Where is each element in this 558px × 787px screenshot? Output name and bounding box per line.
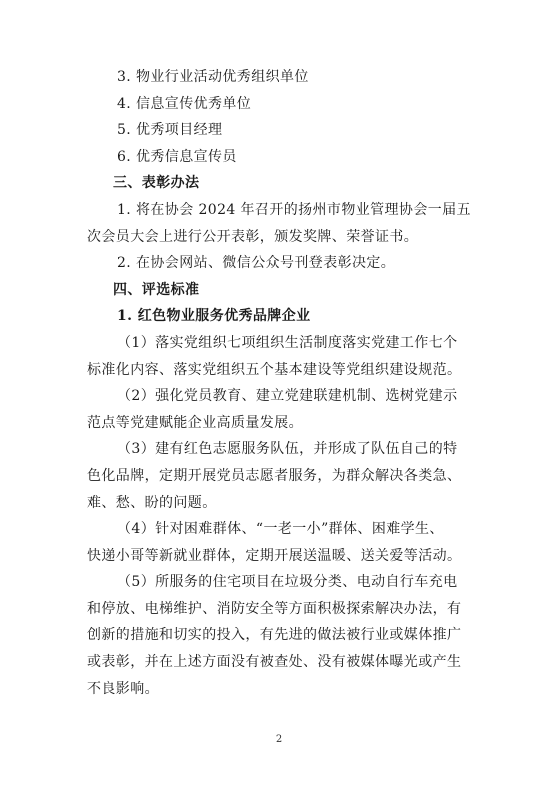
criteria-1-3-line-3: 难、愁、盼的问题。 [87,494,217,511]
criteria-1-1-line-2: 标准化内容、落实党组织五个基本建设等党组织建设规范。 [87,361,462,378]
criteria-1-4-line-1: （4）针对困难群体、“一老一小”群体、困难学生、 [117,521,444,538]
criteria-1-5-line-1: （5）所服务的住宅项目在垃圾分类、电动自行车充电 [117,574,458,591]
section-heading-criteria: 四、评选标准 [113,281,200,298]
criteria-1-5-line-4: 或表彰，并在上述方面没有被查处、没有被媒体曝光或产生 [87,654,462,671]
page-number: 2 [275,734,283,745]
list-item-3: 3. 物业行业活动优秀组织单位 [117,69,309,85]
criteria-1-2-line-1: （2）强化党员教育、建立党建联建机制、选树党建示 [117,388,458,405]
criteria-1-4-line-2: 快递小哥等新就业群体，定期开展送温暖、送关爱等活动。 [87,547,462,564]
commendation-item-1-line-1: 1. 将在协会 2024 年召开的扬州市物业管理协会一届五 [117,201,471,218]
criteria-1-2-line-2: 范点等党建赋能企业高质量发展。 [87,414,303,431]
criteria-subheading-1: 1. 红色物业服务优秀品牌企业 [117,308,311,325]
commendation-item-1-line-2: 次会员大会上进行公开表彰，颁发奖牌、荣誉证书。 [87,228,419,245]
criteria-1-5-line-3: 创新的措施和切实的投入，有先进的做法被行业或媒体推广 [87,627,462,644]
section-heading-commendation: 三、表彰办法 [113,175,200,192]
criteria-1-3-line-2: 色化品牌，定期开展党员志愿者服务，为群众解决各类急、 [87,467,462,484]
list-item-4: 4. 信息宣传优秀单位 [117,95,252,112]
commendation-item-2: 2. 在协会网站、微信公众号刊登表彰决定。 [117,255,396,272]
criteria-1-5-line-5: 不良影响。 [87,680,159,697]
criteria-1-5-line-2: 和停放、电梯维护、消防安全等方面积极探索解决办法，有 [87,600,462,617]
criteria-1-3-line-1: （3）建有红色志愿服务队伍，并形成了队伍自己的特 [117,441,458,458]
criteria-1-1-line-1: （1）落实党组织七项组织生活制度落实党建工作七个 [117,334,458,351]
document-body [87,64,489,702]
list-item-6: 6. 优秀信息宣传员 [117,148,237,165]
list-item-5: 5. 优秀项目经理 [117,122,223,139]
